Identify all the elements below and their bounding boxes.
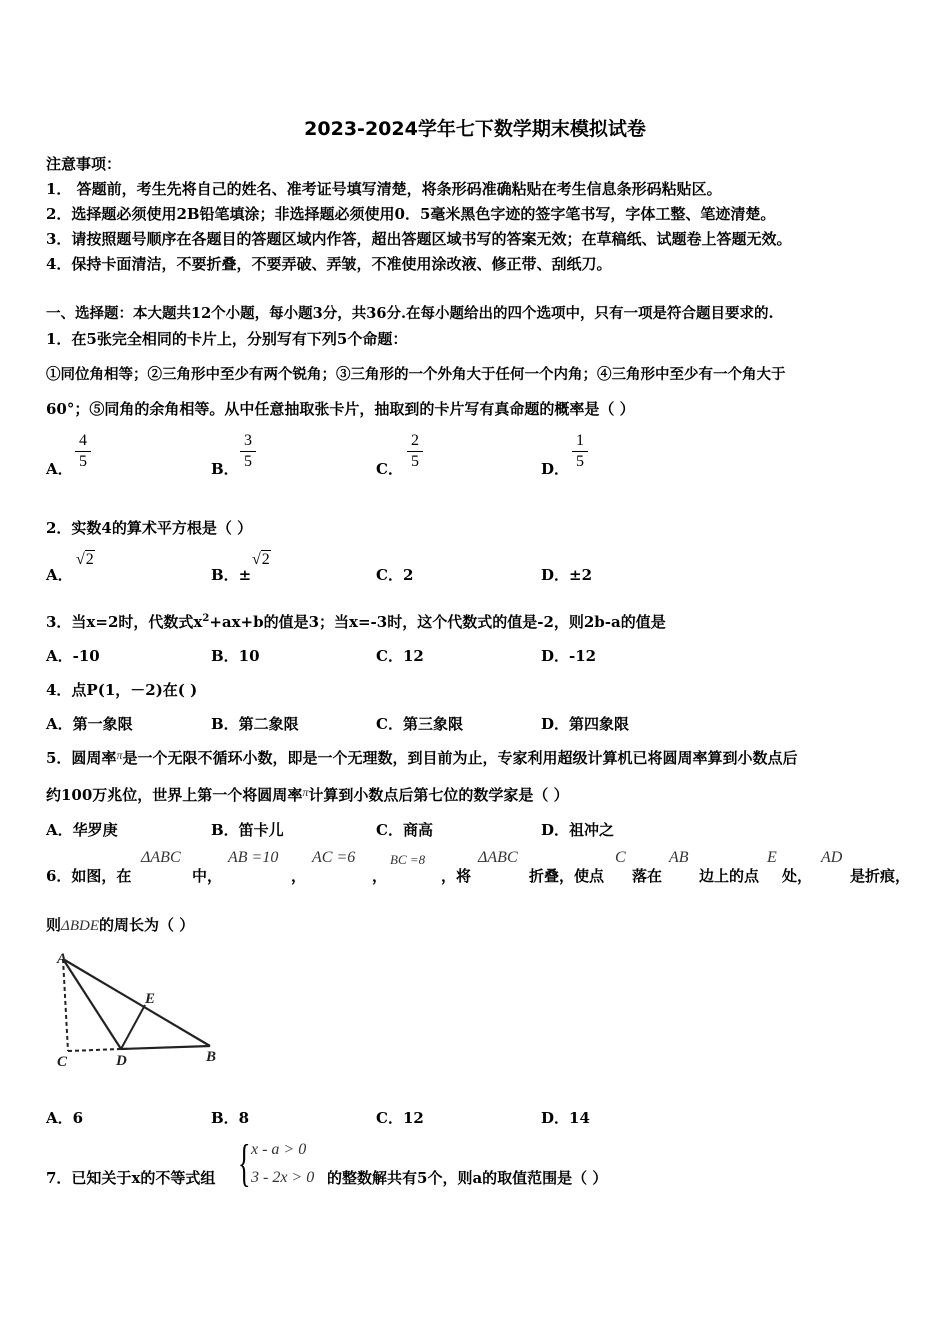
option-c: C．12 <box>376 647 424 665</box>
question-3-stem: 3．当x=2时，代数式$x^2+ax+b$的值是3；当x=-3时，这个代数式的值是-2，则2b-a的值是 <box>46 613 666 631</box>
notice-item: 4．保持卡面清洁，不要折叠，不要弄破、弄皱，不准使用涂改液、修正带、刮纸刀。 <box>46 255 612 273</box>
question-6-text: ，将 <box>441 867 472 885</box>
option-c-fraction: 2 5 <box>407 432 423 471</box>
question-6-text: ， <box>372 867 388 885</box>
option-a: A．6 <box>46 1109 84 1127</box>
triangle-figure <box>50 948 230 1070</box>
notice-item: 2．选择题必须使用2B铅笔填涂；非选择题必须使用0．5毫米黑色字迹的签字笔书写，字体工整、笔迹清楚。 <box>46 205 776 223</box>
option-b-sqrt: √2 <box>252 551 270 568</box>
label-b: B <box>206 1049 217 1065</box>
option-d-fraction: 1 5 <box>572 432 588 471</box>
option-a: A．华罗庚 <box>46 821 118 839</box>
option-b-label: B． <box>211 460 239 478</box>
question-6-text: 落在 <box>632 867 663 885</box>
question-1-line2: ①同位角相等；②三角形中至少有两个锐角；③三角形的一个外角大于任何一个内角；④三角形中至少有一个角大于 <box>46 366 786 383</box>
option-d: D．±2 <box>541 566 593 584</box>
math-ad: AD <box>821 849 843 866</box>
option-d: D．14 <box>541 1109 590 1127</box>
question-5-line2: 约100万兆位，世界上第一个将圆周率$^\pi$计算到小数点后第七位的数学家是（ ） <box>46 785 569 804</box>
option-b: B．8 <box>211 1109 250 1127</box>
math-bc: BC =8 <box>390 852 426 867</box>
question-6-text: 边上的点 <box>699 867 760 885</box>
notice-item: 1． 答题前，考生先将自己的姓名、准考证号填写清楚，将条形码准确粘贴在考生信息条形码粘贴区。 <box>46 180 722 198</box>
question-6-text: ， <box>291 867 307 885</box>
segment-cd <box>68 1049 121 1051</box>
question-1-line3: 60°；⑤同角的余角相等。从中任意抽取张卡片，抽取到的卡片写有真命题的概率是（ ） <box>46 400 635 418</box>
segment-de <box>121 1005 145 1049</box>
option-a-label: A． <box>46 566 73 584</box>
question-1-line1: 1．在5张完全相同的卡片上，分别写有下列5个命题： <box>46 330 408 348</box>
option-d: D．第四象限 <box>541 715 630 733</box>
question-6-text: 是折痕， <box>850 867 911 885</box>
label-d: D <box>116 1053 127 1069</box>
option-c: C．商高 <box>376 821 433 839</box>
option-c: C．12 <box>376 1109 424 1127</box>
segment-ab <box>63 959 210 1046</box>
question-5-line1: 5．圆周率$^\pi$是一个无限不循环小数，即是一个无理数，到目前为止，专家利用超级计算机已将圆周率算到小数点后 <box>46 748 798 767</box>
option-b: B．笛卡儿 <box>211 821 284 839</box>
option-d: D．祖冲之 <box>541 821 615 839</box>
segment-ad <box>63 959 121 1049</box>
notice-heading: 注意事项： <box>46 155 122 173</box>
option-a-sqrt: √2 <box>76 551 94 568</box>
inequality-1: x - a > 0 <box>251 1141 307 1158</box>
option-a-fraction: 4 5 <box>75 432 91 471</box>
math-abc: ΔABC <box>478 849 518 866</box>
option-c: C．2 <box>376 566 414 584</box>
option-d: D．-12 <box>541 647 597 665</box>
question-6-text: 折叠，使点 <box>529 867 605 885</box>
option-c-label: C． <box>376 460 403 478</box>
question-7-stem-end: 的整数解共有5个，则a的取值范围是（ ） <box>327 1169 608 1187</box>
question-6-text: 处， <box>782 867 813 885</box>
section-heading: 一、选择题：本大题共12个小题，每小题3分，共36分.在每小题给出的四个选项中，只有一项是符合题目要求的. <box>46 305 774 322</box>
option-a: A．-10 <box>46 647 100 665</box>
inequality-2: 3 - 2x > 0 <box>251 1169 315 1186</box>
option-b: B．10 <box>211 647 260 665</box>
question-4-stem: 4．点P(1，－2)在( ) <box>46 681 198 699</box>
option-a: A．第一象限 <box>46 715 133 733</box>
label-e: E <box>145 991 156 1007</box>
math-abc: ΔABC <box>141 849 181 866</box>
notice-item: 3．请按照题号顺序在各题目的答题区域内作答，超出答题区域书写的答案无效；在草稿纸、试题卷上答题无效。 <box>46 230 792 248</box>
question-6-text: 6．如图，在 <box>46 867 132 885</box>
segment-ac <box>63 959 68 1051</box>
option-b-label: B．± <box>211 566 252 584</box>
option-d-label: D． <box>541 460 570 478</box>
math-ab: AB =10 <box>228 849 279 866</box>
label-a: A <box>57 951 68 967</box>
segment-db <box>121 1046 210 1049</box>
option-b-fraction: 3 5 <box>240 432 256 471</box>
question-2-stem: 2．实数4的算术平方根是（ ） <box>46 519 253 537</box>
question-6-text: 中， <box>192 867 223 885</box>
math-e: E <box>767 849 777 866</box>
option-b: B．第二象限 <box>211 715 299 733</box>
option-a-label: A． <box>46 460 73 478</box>
math-ac: AC =6 <box>312 849 356 866</box>
math-c: C <box>615 849 626 866</box>
label-c: C <box>57 1054 68 1070</box>
page-title: 2023-2024学年七下数学期末模拟试卷 <box>304 118 646 140</box>
brace: { <box>238 1135 251 1192</box>
math-ab-edge: AB <box>669 849 689 866</box>
option-c: C．第三象限 <box>376 715 463 733</box>
question-7-stem-start: 7．已知关于x的不等式组 <box>46 1169 216 1187</box>
question-6-line2: 则ΔBDE的周长为（ ） <box>46 916 195 934</box>
